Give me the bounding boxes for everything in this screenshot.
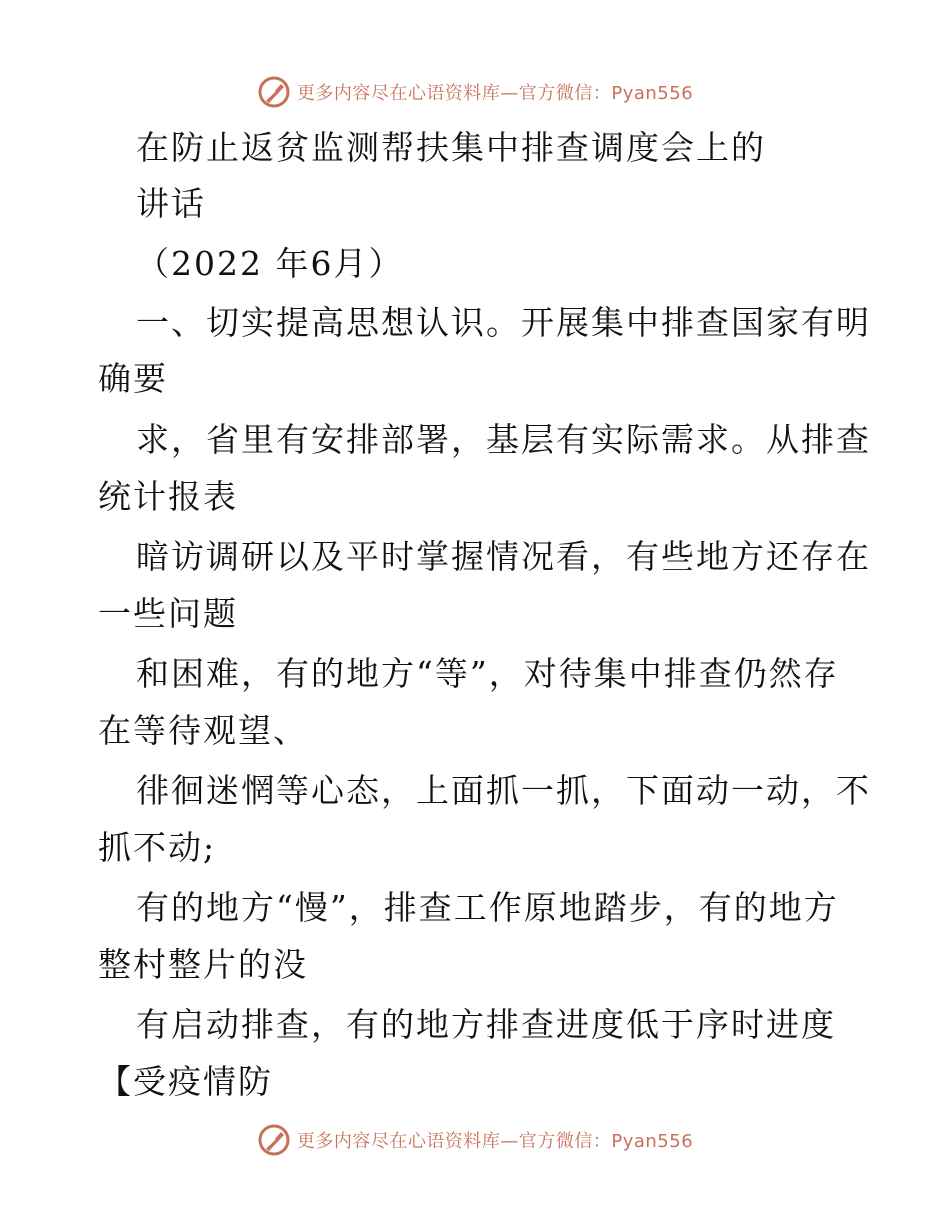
paragraph-line: 有启动排查，有的地方排查进度低于序时进度 <box>136 1005 836 1044</box>
document-title-line-1: 在防止返贫监测帮扶集中排查调度会上的 <box>136 128 766 167</box>
watermark-text: 更多内容尽在心语资料库—官方微信：Pyan556 <box>296 83 694 104</box>
watermark-text: 更多内容尽在心语资料库—官方微信：Pyan556 <box>296 1131 694 1152</box>
paragraph-line: 整村整片的没 <box>98 945 308 984</box>
paragraph-line: 确要 <box>98 359 168 398</box>
paragraph-line: 在等待观望、 <box>98 711 308 750</box>
footer-watermark-banner <box>0 1120 950 1160</box>
paragraph-line: 统计报表 <box>98 477 238 516</box>
paragraph-line: 一、切实提高思想认识。开展集中排查国家有明 <box>136 303 871 342</box>
paragraph-line: 【受疫情防 <box>98 1062 273 1101</box>
paragraph-line: 有的地方“慢”，排查工作原地踏步，有的地方 <box>136 888 839 927</box>
paragraph-line: 和困难，有的地方“等”，对待集中排查仍然存 <box>136 654 839 693</box>
document-title-line-2: 讲话 <box>136 184 206 223</box>
paragraph-line: 徘徊迷惘等心态，上面抓一抓，下面动一动，不 <box>136 771 871 810</box>
paragraph-line: 暗访调研以及平时掌握情况看，有些地方还存在 <box>136 537 871 576</box>
paragraph-line: 抓不动; <box>98 828 217 867</box>
paragraph-line: 求，省里有安排部署，基层有实际需求。从排查 <box>136 420 871 459</box>
document-date: （2022 年6月） <box>136 244 404 283</box>
quill-pen-logo-icon <box>257 1123 291 1157</box>
paragraph-line: 一些问题 <box>98 594 238 633</box>
